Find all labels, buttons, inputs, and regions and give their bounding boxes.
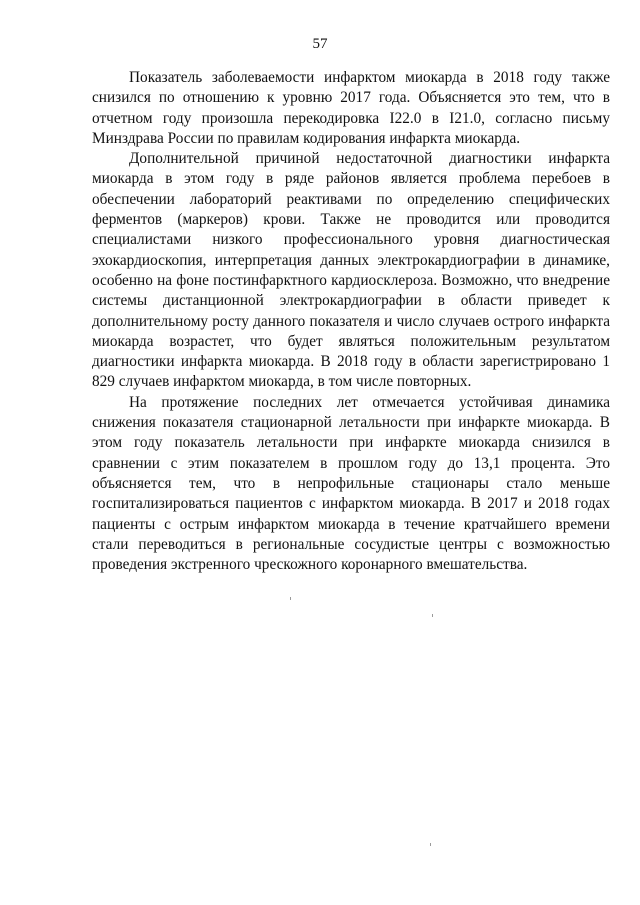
paragraph-hospital-mortality: На протяжение последних лет отмечается устойчивая динамика снижения показателя стационарной летальности при инфаркте миокарда. В этом году показатель летальности при инфаркте миокарда снизился в сравнении с этим показателем в прошлом году до 13,1 процента. Это объясняется тем, что в непрофильные стационары стало меньше госпитализироваться пациентов с инфарктом миокарда. В 2017 и 2018 годах пациенты с острым инфарктом миокарда в течение кратчайшего времени стали переводиться в региональные сосудистые центры с возможностью проведения экстренного чрескожного коронарного вмешательства. — [92, 393, 610, 574]
paragraph-diagnostic-issues: Дополнительной причиной недостаточной диагностики инфаркта миокарда в этом году в ряде районов является проблема перебоев в обеспечении лабораторий реактивами по определению специфических ферментов (маркеров) крови. Также не проводится или проводится специалистами низкого профессионального уровня диагностическая эхокардиоскопия, интерпретация данных электрокардиографии в динамике, особенно на фоне постинфарктного кардиосклероза. Возможно, что внедрение системы дистанционной электрокардиографии в области приведет к дополнительному росту данного показателя и число случаев острого инфаркта миокарда возрастет, что будет являться положительным результатом диагностики инфаркта миокарда. В 2018 году в области зарегистрировано 1 829 случаев инфарктом миокарда, в том числе повторных. — [92, 150, 610, 391]
body-text — [92, 68, 610, 575]
scan-speck — [430, 843, 431, 846]
paragraph-myocardial-infarction-incidence: Показатель заболеваемости инфарктом миокарда в 2018 году также снизился по отношению к уровню 2017 года. Объясняется это тем, что в отчетном году произошла перекодировка I22.0 в I21.0, согласно письму Минздрава России по правилам кодирования инфаркта миокарда. — [92, 69, 610, 147]
page-number: 57 — [312, 36, 328, 52]
scan-speck — [432, 614, 433, 617]
scan-speck — [290, 597, 291, 600]
